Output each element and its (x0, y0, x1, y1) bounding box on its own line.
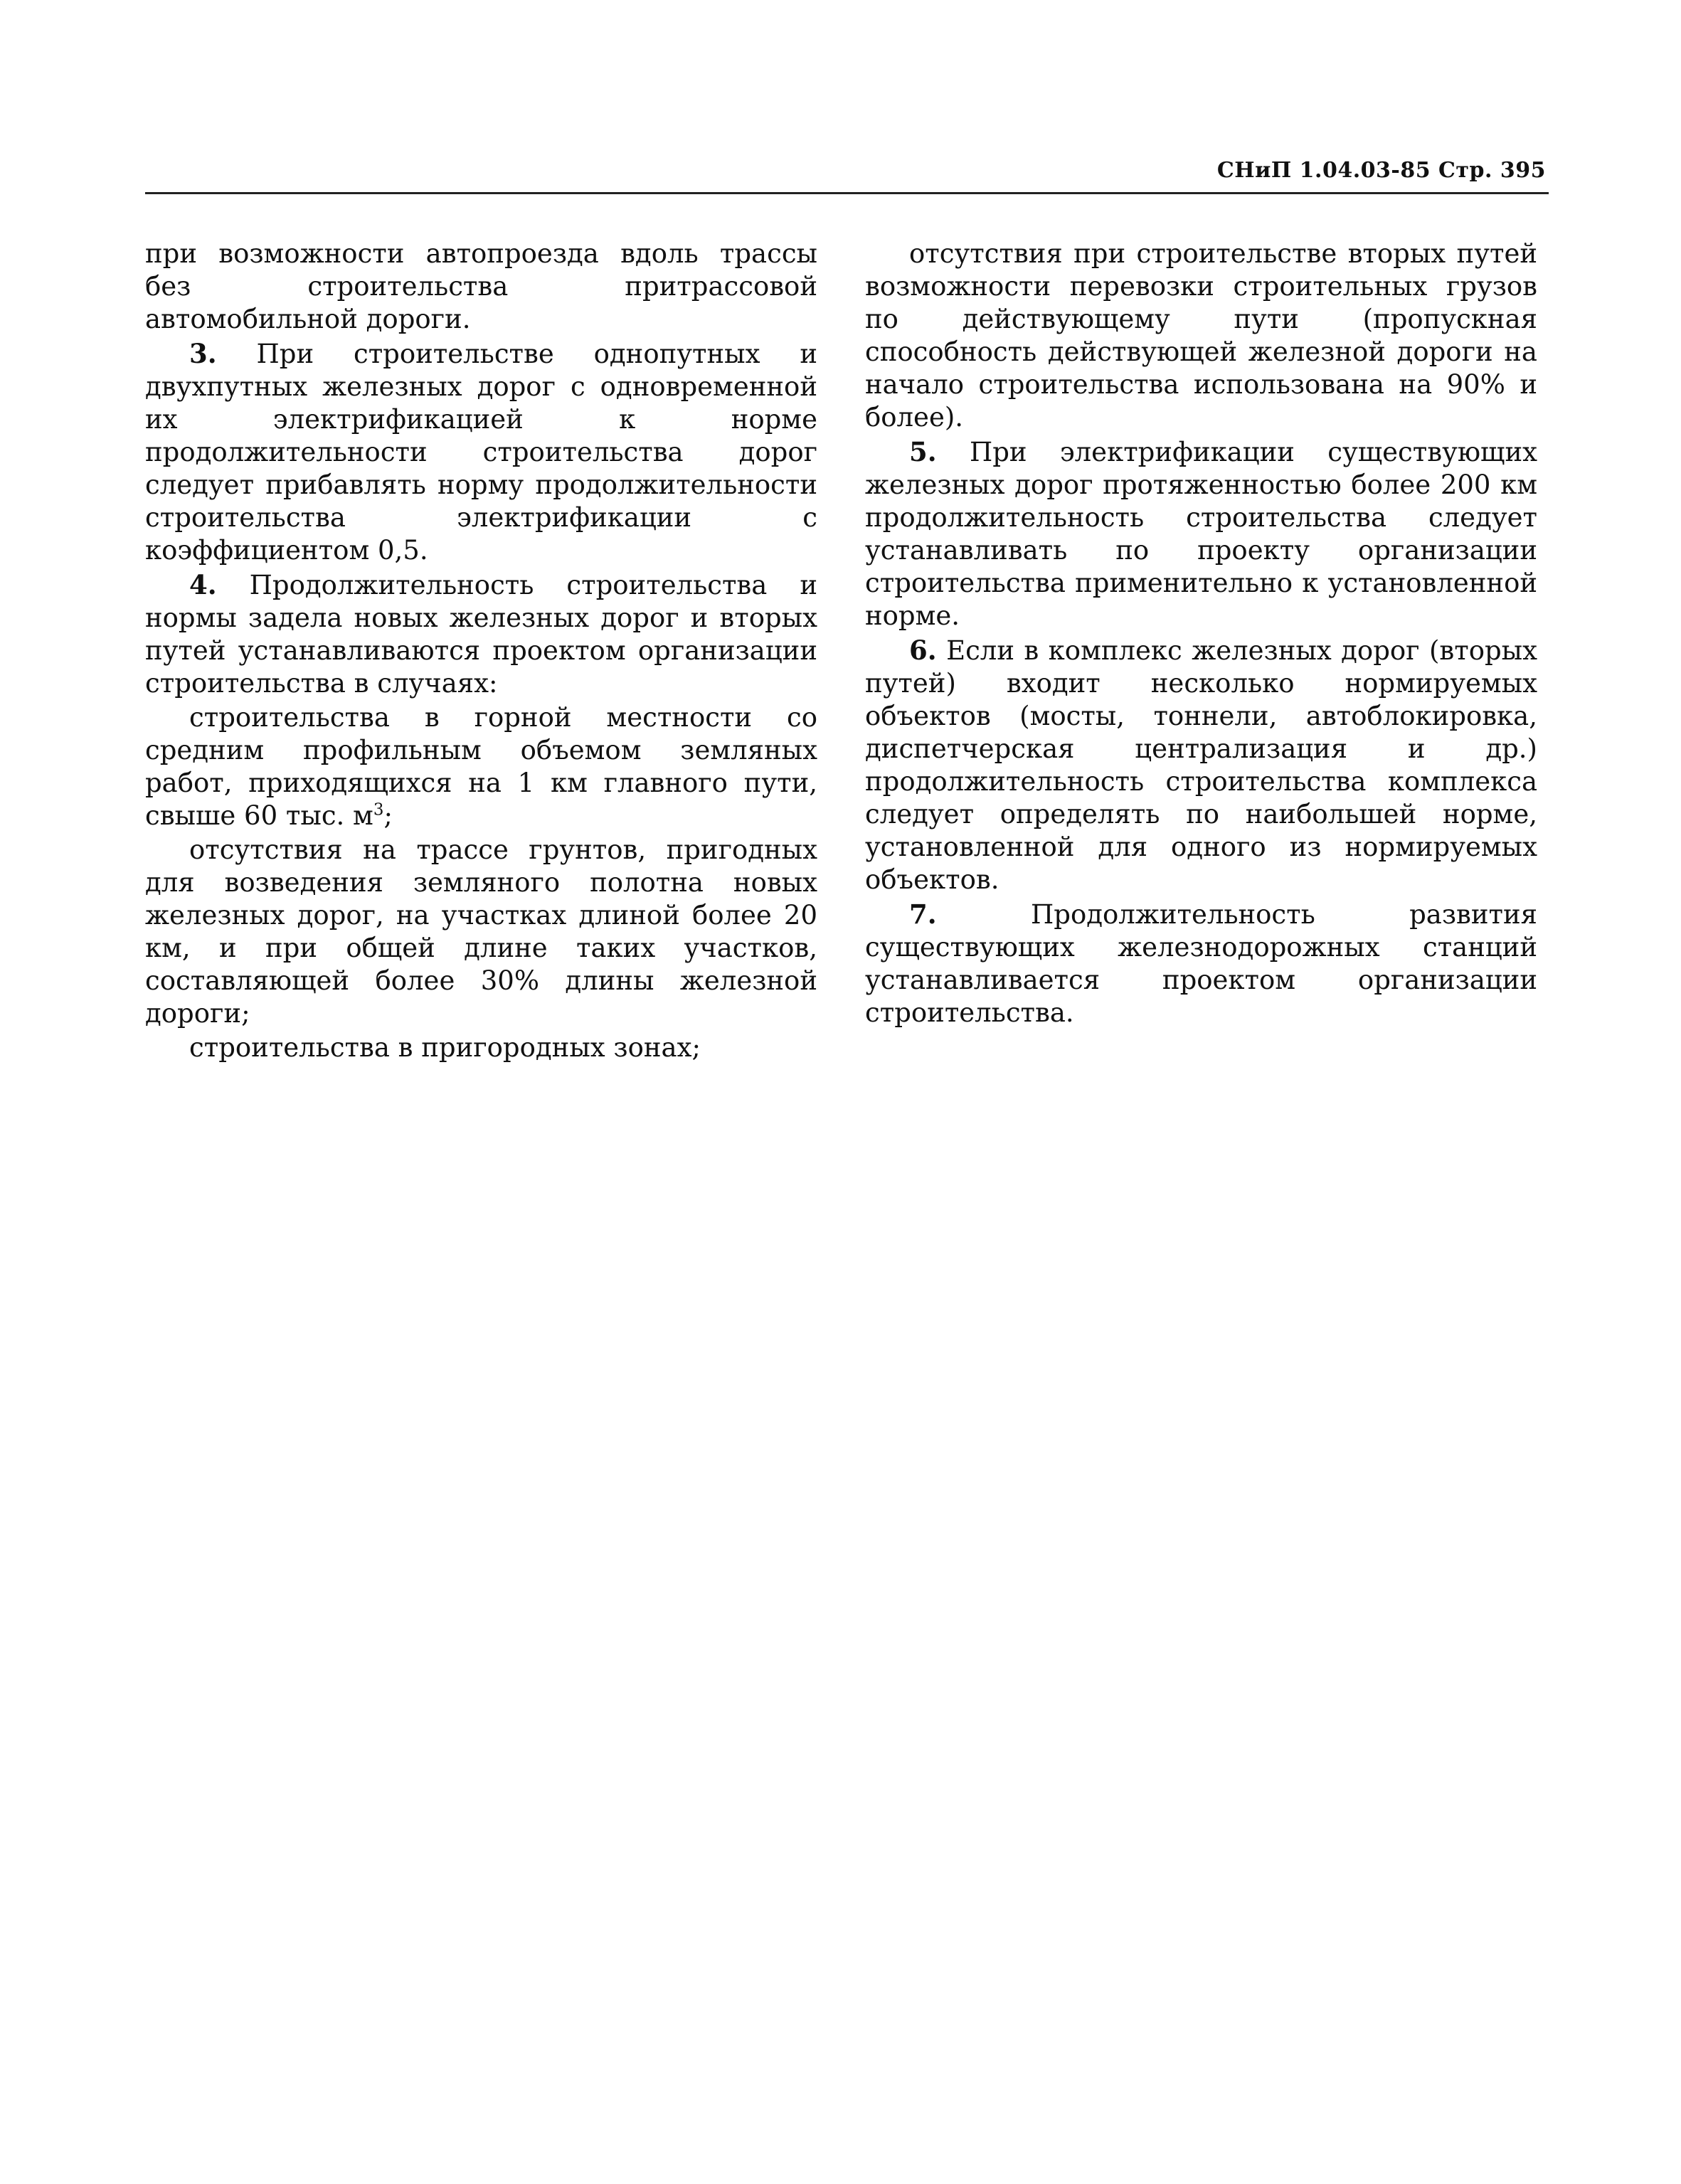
paragraph-text: Продолжительность развития существующих железнодорожных станций устанавливается проектом организации строительства. (865, 899, 1537, 1028)
paragraph-5 (865, 435, 1537, 632)
paragraph-6 (865, 634, 1537, 896)
paragraph-number: 5. (909, 436, 937, 467)
page-header: СНиП 1.04.03-85 Стр. 395 (1216, 158, 1546, 183)
paragraph-number: 6. (909, 635, 937, 666)
case-second-tracks: отсутствия при строительстве вторых путей возможности перевозки строительных грузов по действующему пути (пропускная способность действующей железной дороги на начало строительства использована на 90% и более). (865, 238, 1537, 433)
paragraph-number: 3. (189, 338, 217, 369)
case-mountain (145, 701, 817, 832)
paragraph-text: Продолжительность строительства и нормы задела новых железных дорог и вторых путей устанавливаются проектом организации строительства в случаях: (145, 570, 817, 699)
case-tail: ; (383, 800, 393, 831)
paragraph-7 (865, 898, 1537, 1029)
header-divider (145, 192, 1549, 194)
paragraph-text: Если в комплекс железных дорог (вторых путей) входит несколько нормируемых объектов (мосты, тоннели, автоблокировка, диспетчерская централизация и др.) продолжительность строительства комплекса следует определять по наибольшей норме, установленной для одного из нормируемых объектов. (865, 635, 1537, 895)
case-text: строительства в горной местности со средним профильным объемом земляных работ, приходящихся на 1 км главного пути, свыше 60 тыс. м (145, 702, 817, 831)
paragraph-4 (145, 568, 817, 700)
paragraph-number: 7. (909, 898, 937, 930)
case-soil: отсутствия на трассе грунтов, пригодных для возведения земляного полотна новых железных дорог, на участках длиной более 20 км, и при общей длине таких участков, составляющей более 30% длины железной дороги; (145, 834, 817, 1029)
left-column (145, 238, 817, 1064)
paragraph-3 (145, 337, 817, 567)
case-suburban: строительства в пригородных зонах; (189, 1032, 701, 1063)
paragraph-number: 4. (189, 569, 217, 600)
paragraph-continuation: при возможности автопроезда вдоль трассы без строительства притрассовой автомобильной дороги. (145, 238, 817, 334)
superscript: 3 (373, 800, 384, 820)
paragraph-text: При строительстве однопутных и двухпутных железных дорог с одновременной их электрификацией к норме продолжительности строительства дорог следует прибавлять норму продолжительности строительства электрификации с коэффициентом 0,5. (145, 339, 817, 566)
paragraph-text: При электрификации существующих железных дорог протяженностью более 200 км продолжительность строительства следует устанавливать по проекту организации строительства применительно к установленной норме. (865, 437, 1537, 631)
right-column (865, 238, 1537, 1029)
